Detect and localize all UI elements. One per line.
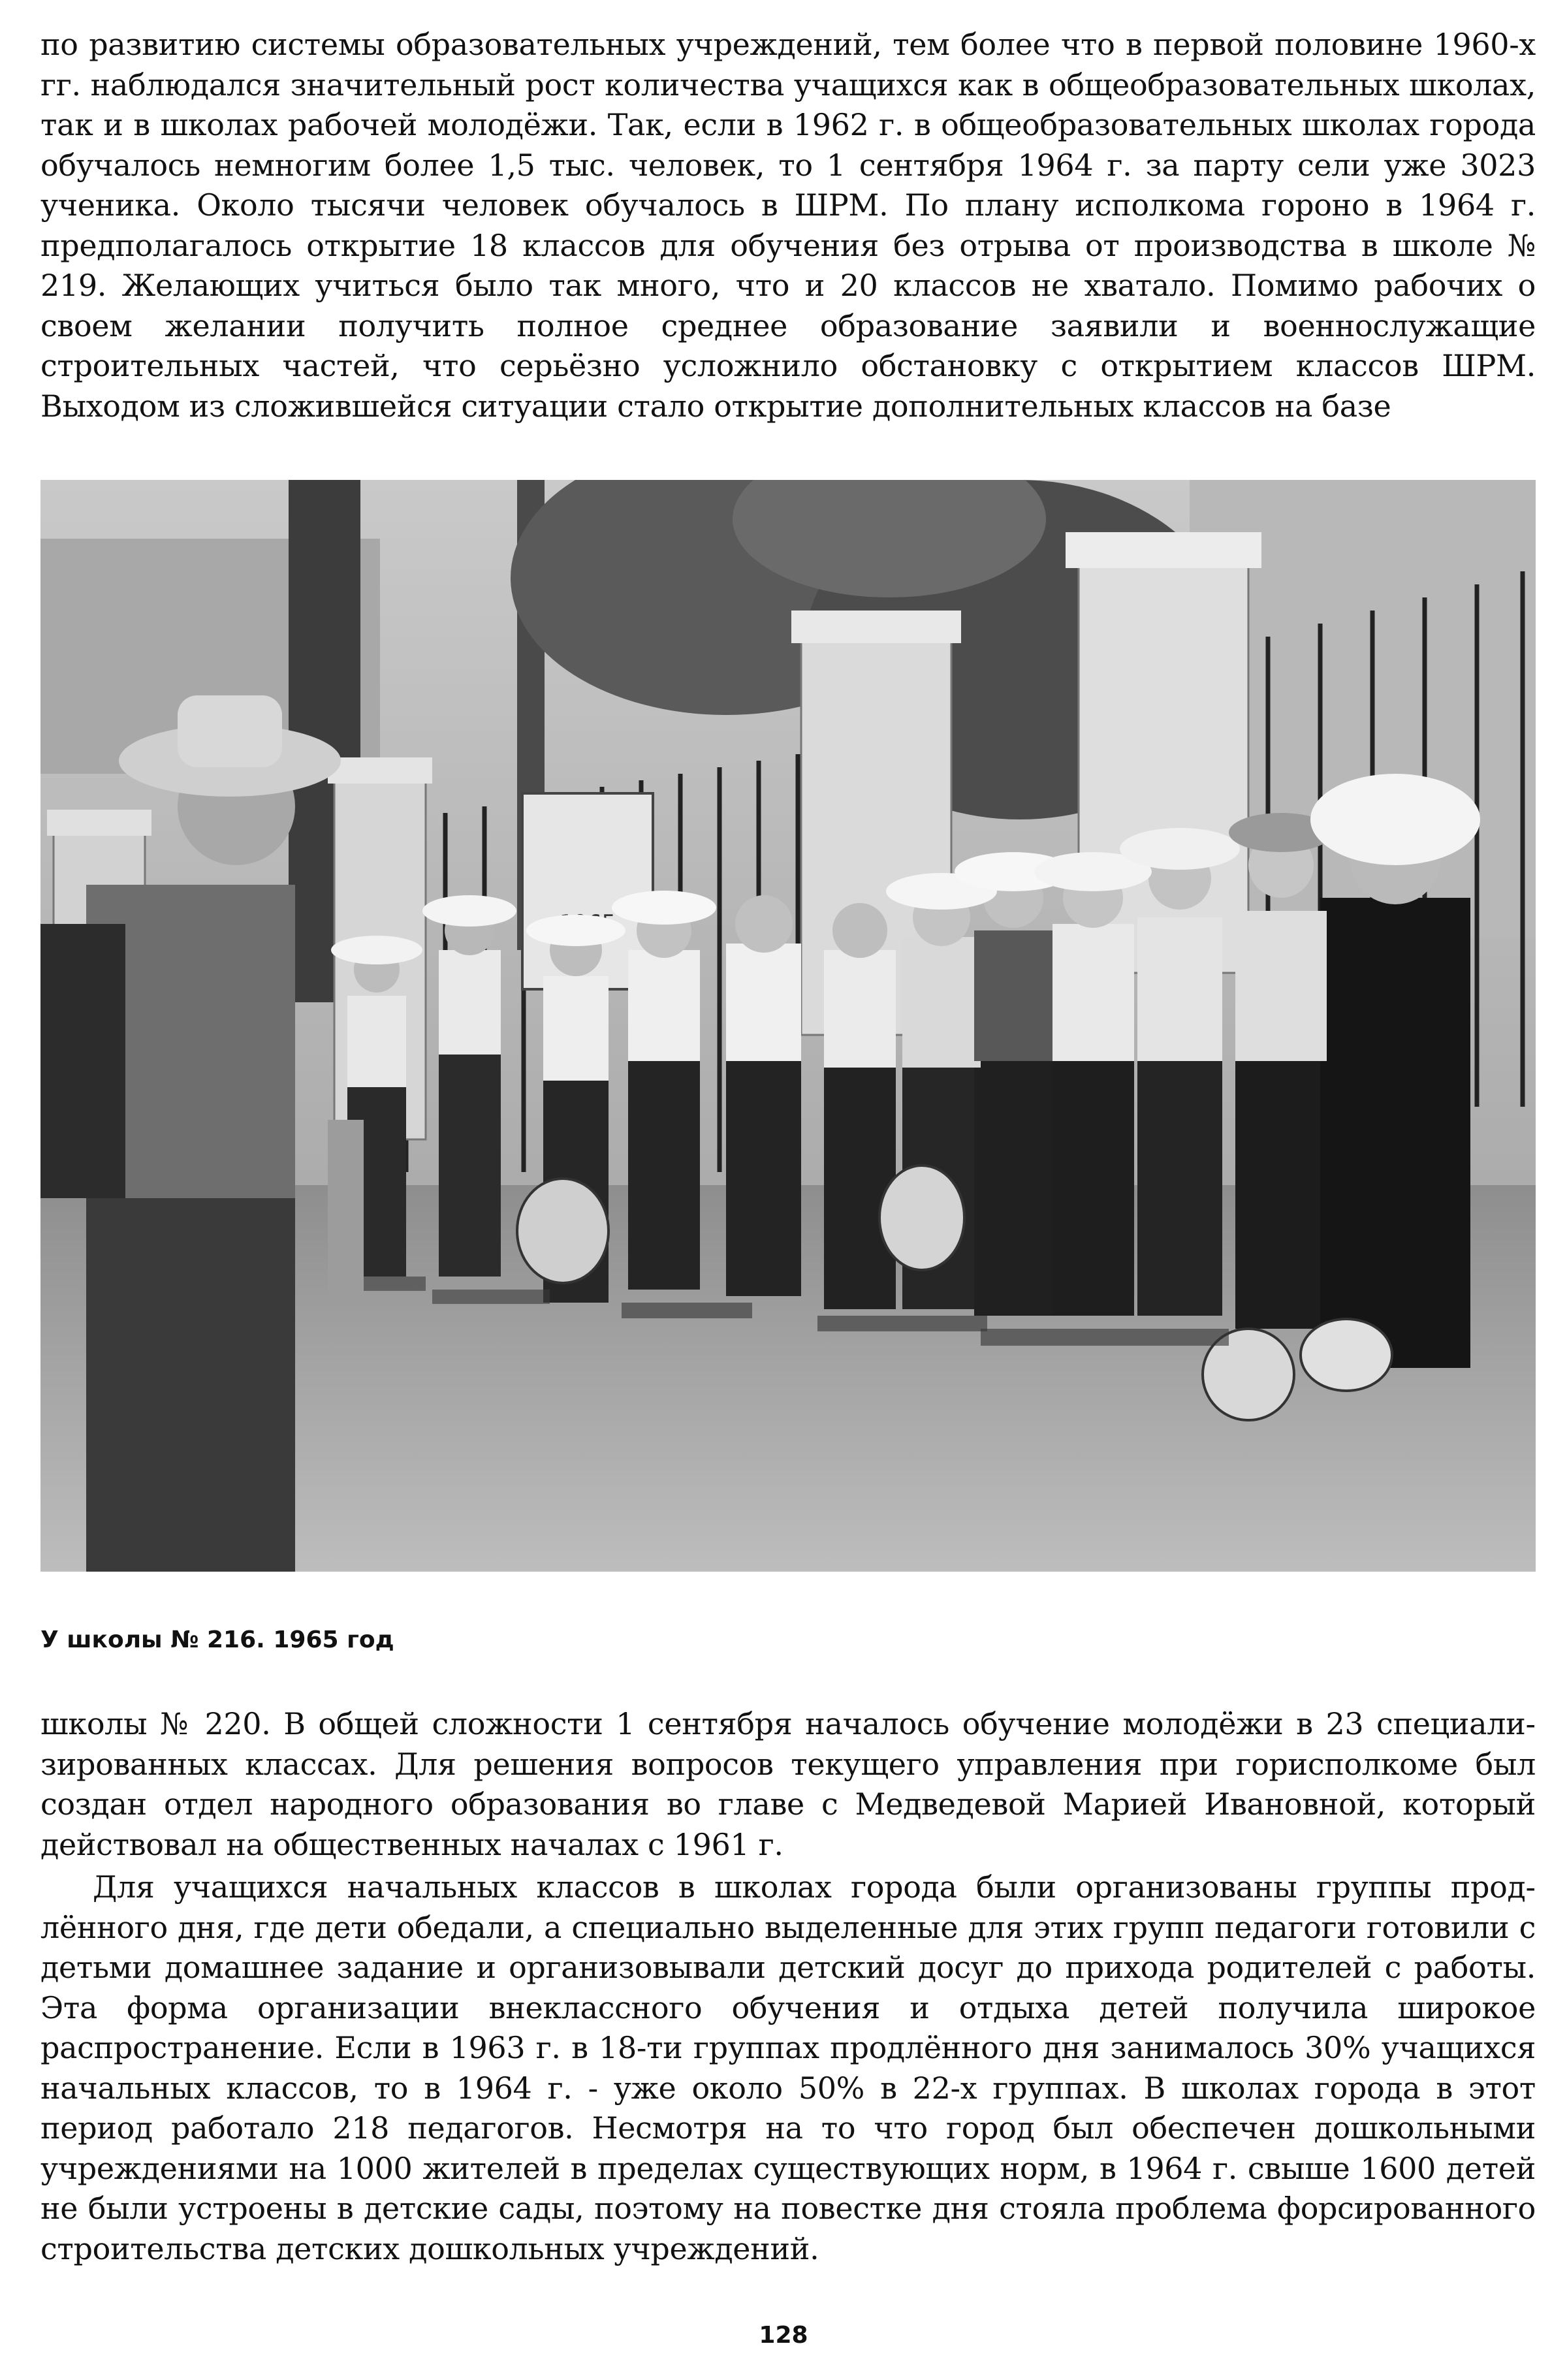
page-number: 128 [759,2322,808,2349]
paragraph: школы № 220. В общей сложности 1 сентября началось обучение молодёжи в 23 специализированных классах. Для решения вопросов текущего управления при горисполкоме был создан отдел народного образования во главе с Медведевой Марией Ивановной, который действовал на общественных началах с 1961 г. [40,1706,1536,1862]
book-page [40,0,1536,2380]
archival-photo [40,480,1536,1572]
paragraph: Для учащихся начальных классов в школах города были организованы группы продлённого дня, где дети обедали, а специально выделенные для этих групп педагоги готовили с детьми домашнее задание и организовывали детский досуг до прихода родителей с работы. Эта форма организации внеклассного обучения и отдыха детей получила широкое распространение. Если в 1963 г. в 18-ти группах продлённого дня занималось 30% учащихся начальных классов, то в 1964 г. - уже около 50% в 22-х группах. В школах города в этот период работало 218 педагогов. Несмотря на то что город был обеспечен дошкольными учреждениями на 1000 жителей в пределах существующих норм, в 1964 г. свыше 1600 детей не были устроены в детские сады, поэтому на повестке дня стояла проблема форсированного строительства детских дошкольных учреждений. [40,1869,1536,2266]
photo-illustration [40,480,1536,1572]
photo-caption: У школы № 216. 1965 год [40,1626,394,1653]
paragraph-continued: по развитию системы образовательных учреждений, тем более что в первой половине 1960-х гг. наблюдался значительный рост количества учащихся как в общеобразовательных школах, так и в школах рабочей молодёжи. Так, если в 1962 г. в общеобразовательных школах города обучалось немногим более 1,5 тыс. человек, то 1 сентября 1964 г. за парту сели уже 3023 ученика. Около тысячи человек обучалось в ШРМ. По плану исполкома гороно в 1964 г. предполагалось открытие 18 классов для обучения без отрыва от производства в школе № 219. Желающих учиться было так много, что и 20 классов не хватало. Помимо рабочих о своем желании получить полное среднее образование заявили и военнослужащие строительных частей, что серьёзно усложнило обстановку с открытием классов ШРМ. Выходом из сложившейся ситуации стало открытие дополнительных классов на базе [40,27,1536,424]
